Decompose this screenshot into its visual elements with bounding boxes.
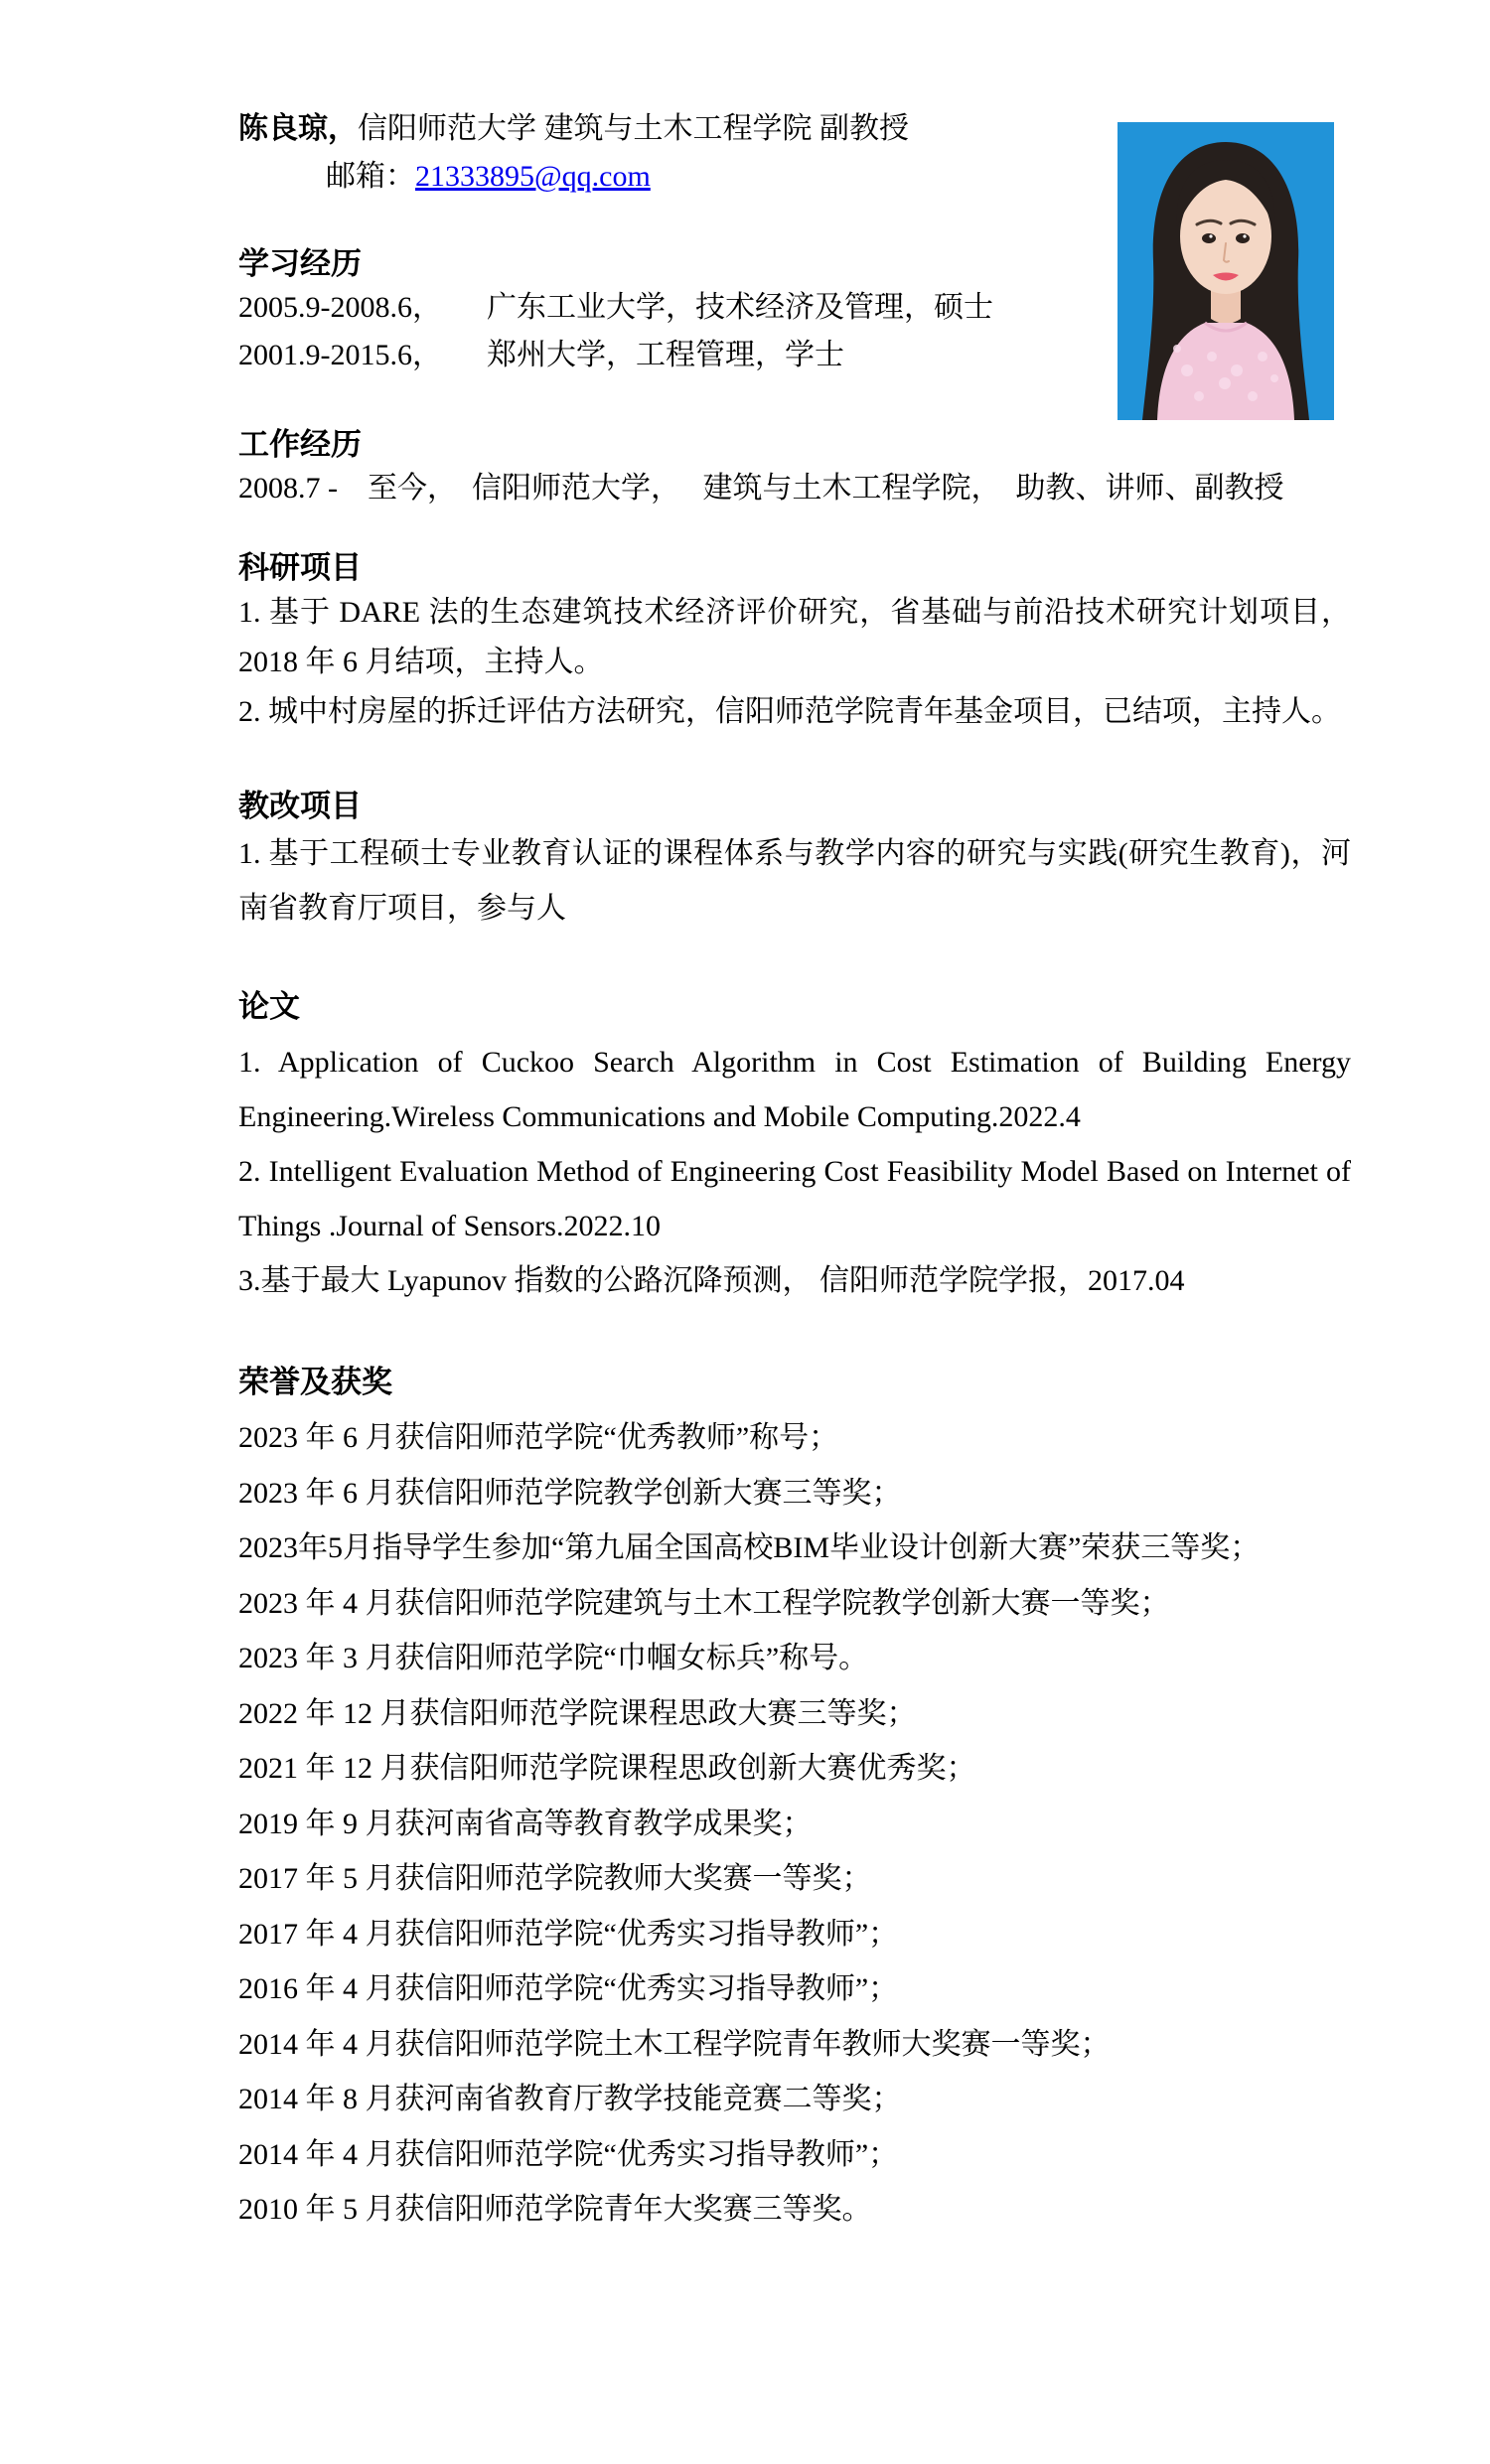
award-item: 2019 年 9 月获河南省高等教育教学成果奖； [238, 1807, 813, 1840]
section-title-teaching-reform: 教改项目 [238, 789, 362, 823]
section-title-research: 科研项目 [238, 550, 362, 585]
section-title-papers: 论文 [238, 989, 300, 1024]
work-item: 2008.7 - 至今， 信阳师范大学， 建筑与土木工程学院， 助教、讲师、副教授 [238, 472, 1284, 505]
section-title-work: 工作经历 [238, 427, 362, 462]
research-item: 1. 基于 DARE 法的生态建筑技术经济评价研究，省基础与前沿技术研究计划项目，2018 年 6 月结项，主持人。 [238, 596, 1351, 678]
award-item: 2023年5月指导学生参加“第九届全国高校BIM毕业设计创新大赛”荣获三等奖； [238, 1531, 1261, 1564]
award-item: 2017 年 5 月获信阳师范学院教师大奖赛一等奖； [238, 1862, 872, 1895]
teaching-reform-item: 1. 基于工程硕士专业教育认证的课程体系与教学内容的研究与实践(研究生教育)，河南省教育厅项目，参与人 [238, 837, 1351, 925]
paper-item: 1. Application of Cuckoo Search Algorithm in Cost Estimation of Building Energy Engineering.Wireless Communications and Mobile Computing.2022.4 [238, 1046, 1351, 1133]
section-teaching-reform [238, 787, 1351, 936]
award-item: 2023 年 6 月获信阳师范学院教学创新大赛三等奖； [238, 1476, 902, 1510]
email-label: 邮箱： [326, 160, 415, 193]
award-item: 2023 年 6 月获信阳师范学院“优秀教师”称号； [238, 1421, 839, 1454]
email-link[interactable]: 21333895@qq.com [415, 160, 651, 193]
section-honors [238, 1363, 1351, 2238]
award-item: 2014 年 4 月获信阳师范学院土木工程学院青年教师大奖赛一等奖； [238, 2027, 1111, 2061]
education-period: 2005.9-2008.6， [238, 291, 442, 324]
person-affiliation: 信阳师范大学 建筑与土木工程学院 副教授 [358, 112, 909, 145]
section-title-education: 学习经历 [238, 246, 362, 281]
award-item: 2022 年 12 月获信阳师范学院课程思政大赛三等奖； [238, 1696, 917, 1730]
honors-list [238, 1410, 1351, 2238]
person-name: 陈良琼， [238, 112, 358, 145]
paper-item: 3.基于最大 Lyapunov 指数的公路沉降预测， 信阳师范学院学报，2017.04 [238, 1264, 1185, 1297]
award-item: 2014 年 8 月获河南省教育厅教学技能竞赛二等奖； [238, 2083, 902, 2115]
award-item: 2016 年 4 月获信阳师范学院“优秀实习指导教师”； [238, 1972, 899, 2005]
award-item: 2017 年 4 月获信阳师范学院“优秀实习指导教师”； [238, 1917, 899, 1951]
id-photo [1118, 122, 1334, 420]
papers-list [238, 1035, 1351, 1308]
paper-item: 2. Intelligent Evaluation Method of Engineering Cost Feasibility Model Based on Internet of Things .Journal of Sensors.2022.10 [238, 1155, 1351, 1242]
education-detail: 郑州大学，工程管理，学士 [487, 339, 844, 371]
education-detail: 广东工业大学，技术经济及管理，硕士 [487, 291, 993, 324]
award-item: 2023 年 4 月获信阳师范学院建筑与土木工程学院教学创新大赛一等奖； [238, 1586, 1170, 1620]
award-item: 2023 年 3 月获信阳师范学院“巾帼女标兵”称号。 [238, 1642, 869, 1674]
award-item: 2021 年 12 月获信阳师范学院课程思政创新大赛优秀奖； [238, 1752, 976, 1785]
section-work [238, 425, 1351, 512]
section-title-honors: 荣誉及获奖 [238, 1365, 392, 1399]
section-research [238, 548, 1351, 737]
award-item: 2010 年 5 月获信阳师范学院青年大奖赛三等奖。 [238, 2193, 872, 2226]
education-period: 2001.9-2015.6， [238, 339, 442, 371]
section-papers [238, 987, 1351, 1308]
research-item: 2. 城中村房屋的拆迁评估方法研究，信阳师范学院青年基金项目，已结项，主持人。 [238, 695, 1341, 728]
award-item: 2014 年 4 月获信阳师范学院“优秀实习指导教师”； [238, 2137, 899, 2171]
